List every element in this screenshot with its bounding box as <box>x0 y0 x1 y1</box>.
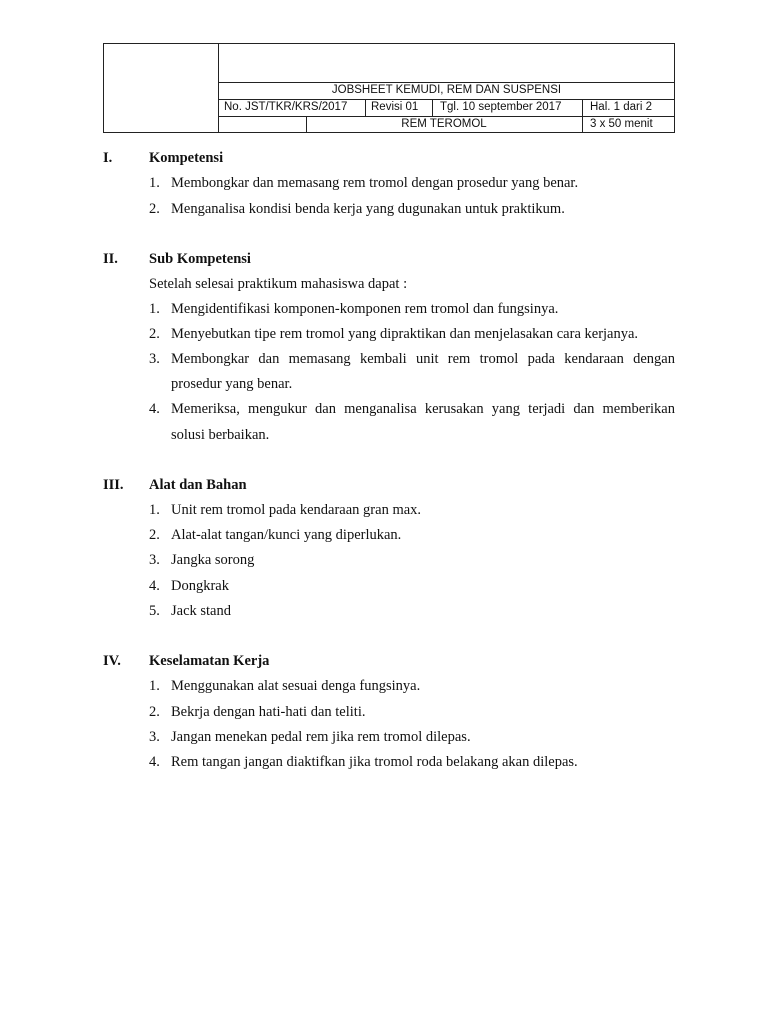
list-item-number: 1. <box>149 502 160 518</box>
list-item: Menganalisa kondisi benda kerja yang dugunakan untuk praktikum. <box>171 201 565 217</box>
list-item: Dongkrak <box>171 578 229 594</box>
list-item: Alat-alat tangan/kunci yang diperlukan. <box>171 527 402 543</box>
list-item-number: 1. <box>149 175 160 191</box>
section-intro: Setelah selesai praktikum mahasiswa dapat : <box>149 276 408 292</box>
logo-cell <box>104 44 219 132</box>
list-item-continuation: prosedur yang benar. <box>171 376 293 392</box>
list-item-number: 2. <box>149 326 160 342</box>
list-item-number: 3. <box>149 351 160 367</box>
list-item-number: 3. <box>149 729 160 745</box>
list-item-continuation: solusi berbaikan. <box>171 427 270 443</box>
topic-title: REM TEROMOL <box>401 118 487 130</box>
document-number: No. JST/TKR/KRS/2017 <box>224 101 348 113</box>
list-item-number: 1. <box>149 678 160 694</box>
list-item-number: 5. <box>149 603 160 619</box>
list-item: Membongkar dan memasang rem tromol dengan prosedur yang benar. <box>171 175 579 191</box>
list-item-number: 1. <box>149 301 160 317</box>
list-item: Membongkar dan memasang kembali unit rem tromol pada kendaraan dengan <box>171 351 675 367</box>
list-item: Mengidentifikasi komponen-komponen rem tromol dan fungsinya. <box>171 301 559 317</box>
jobsheet-title: JOBSHEET KEMUDI, REM DAN SUSPENSI <box>331 84 562 96</box>
list-item: Menyebutkan tipe rem tromol yang dipraktikan dan menjelasakan cara kerjanya. <box>171 326 639 342</box>
divider <box>582 99 583 132</box>
list-item: Jangan menekan pedal rem jika rem tromol dilepas. <box>171 729 471 745</box>
list-item: Memeriksa, mengukur dan menganalisa kerusakan yang terjadi dan memberikan <box>171 401 675 417</box>
list-item: Jangka sorong <box>171 552 255 568</box>
section-title: Kompetensi <box>149 150 224 166</box>
list-item: Menggunakan alat sesuai denga fungsinya. <box>171 678 421 694</box>
jobsheet-header-table <box>103 43 675 133</box>
section-number: III. <box>103 477 124 493</box>
list-item: Jack stand <box>171 603 231 619</box>
list-item: Rem tangan jangan diaktifkan jika tromol roda belakang akan dilepas. <box>171 754 578 770</box>
list-item-number: 4. <box>149 578 160 594</box>
list-item-number: 4. <box>149 754 160 770</box>
revision-number: Revisi 01 <box>371 101 419 113</box>
list-item: Unit rem tromol pada kendaraan gran max. <box>171 502 422 518</box>
list-item: Bekrja dengan hati-hati dan teliti. <box>171 704 366 720</box>
document-date: Tgl. 10 september 2017 <box>440 101 562 113</box>
duration: 3 x 50 menit <box>590 118 653 130</box>
list-item-number: 3. <box>149 552 160 568</box>
section-number: II. <box>103 251 118 267</box>
list-item-number: 2. <box>149 527 160 543</box>
page-number: Hal. 1 dari 2 <box>590 101 653 113</box>
divider <box>432 99 433 116</box>
section-title: Keselamatan Kerja <box>149 653 270 669</box>
divider <box>365 99 366 116</box>
section-number: IV. <box>103 653 121 669</box>
list-item-number: 2. <box>149 201 160 217</box>
section-title: Sub Kompetensi <box>149 251 251 267</box>
list-item-number: 2. <box>149 704 160 720</box>
list-item-number: 4. <box>149 401 160 417</box>
section-title: Alat dan Bahan <box>149 477 247 493</box>
section-number: I. <box>103 150 113 166</box>
